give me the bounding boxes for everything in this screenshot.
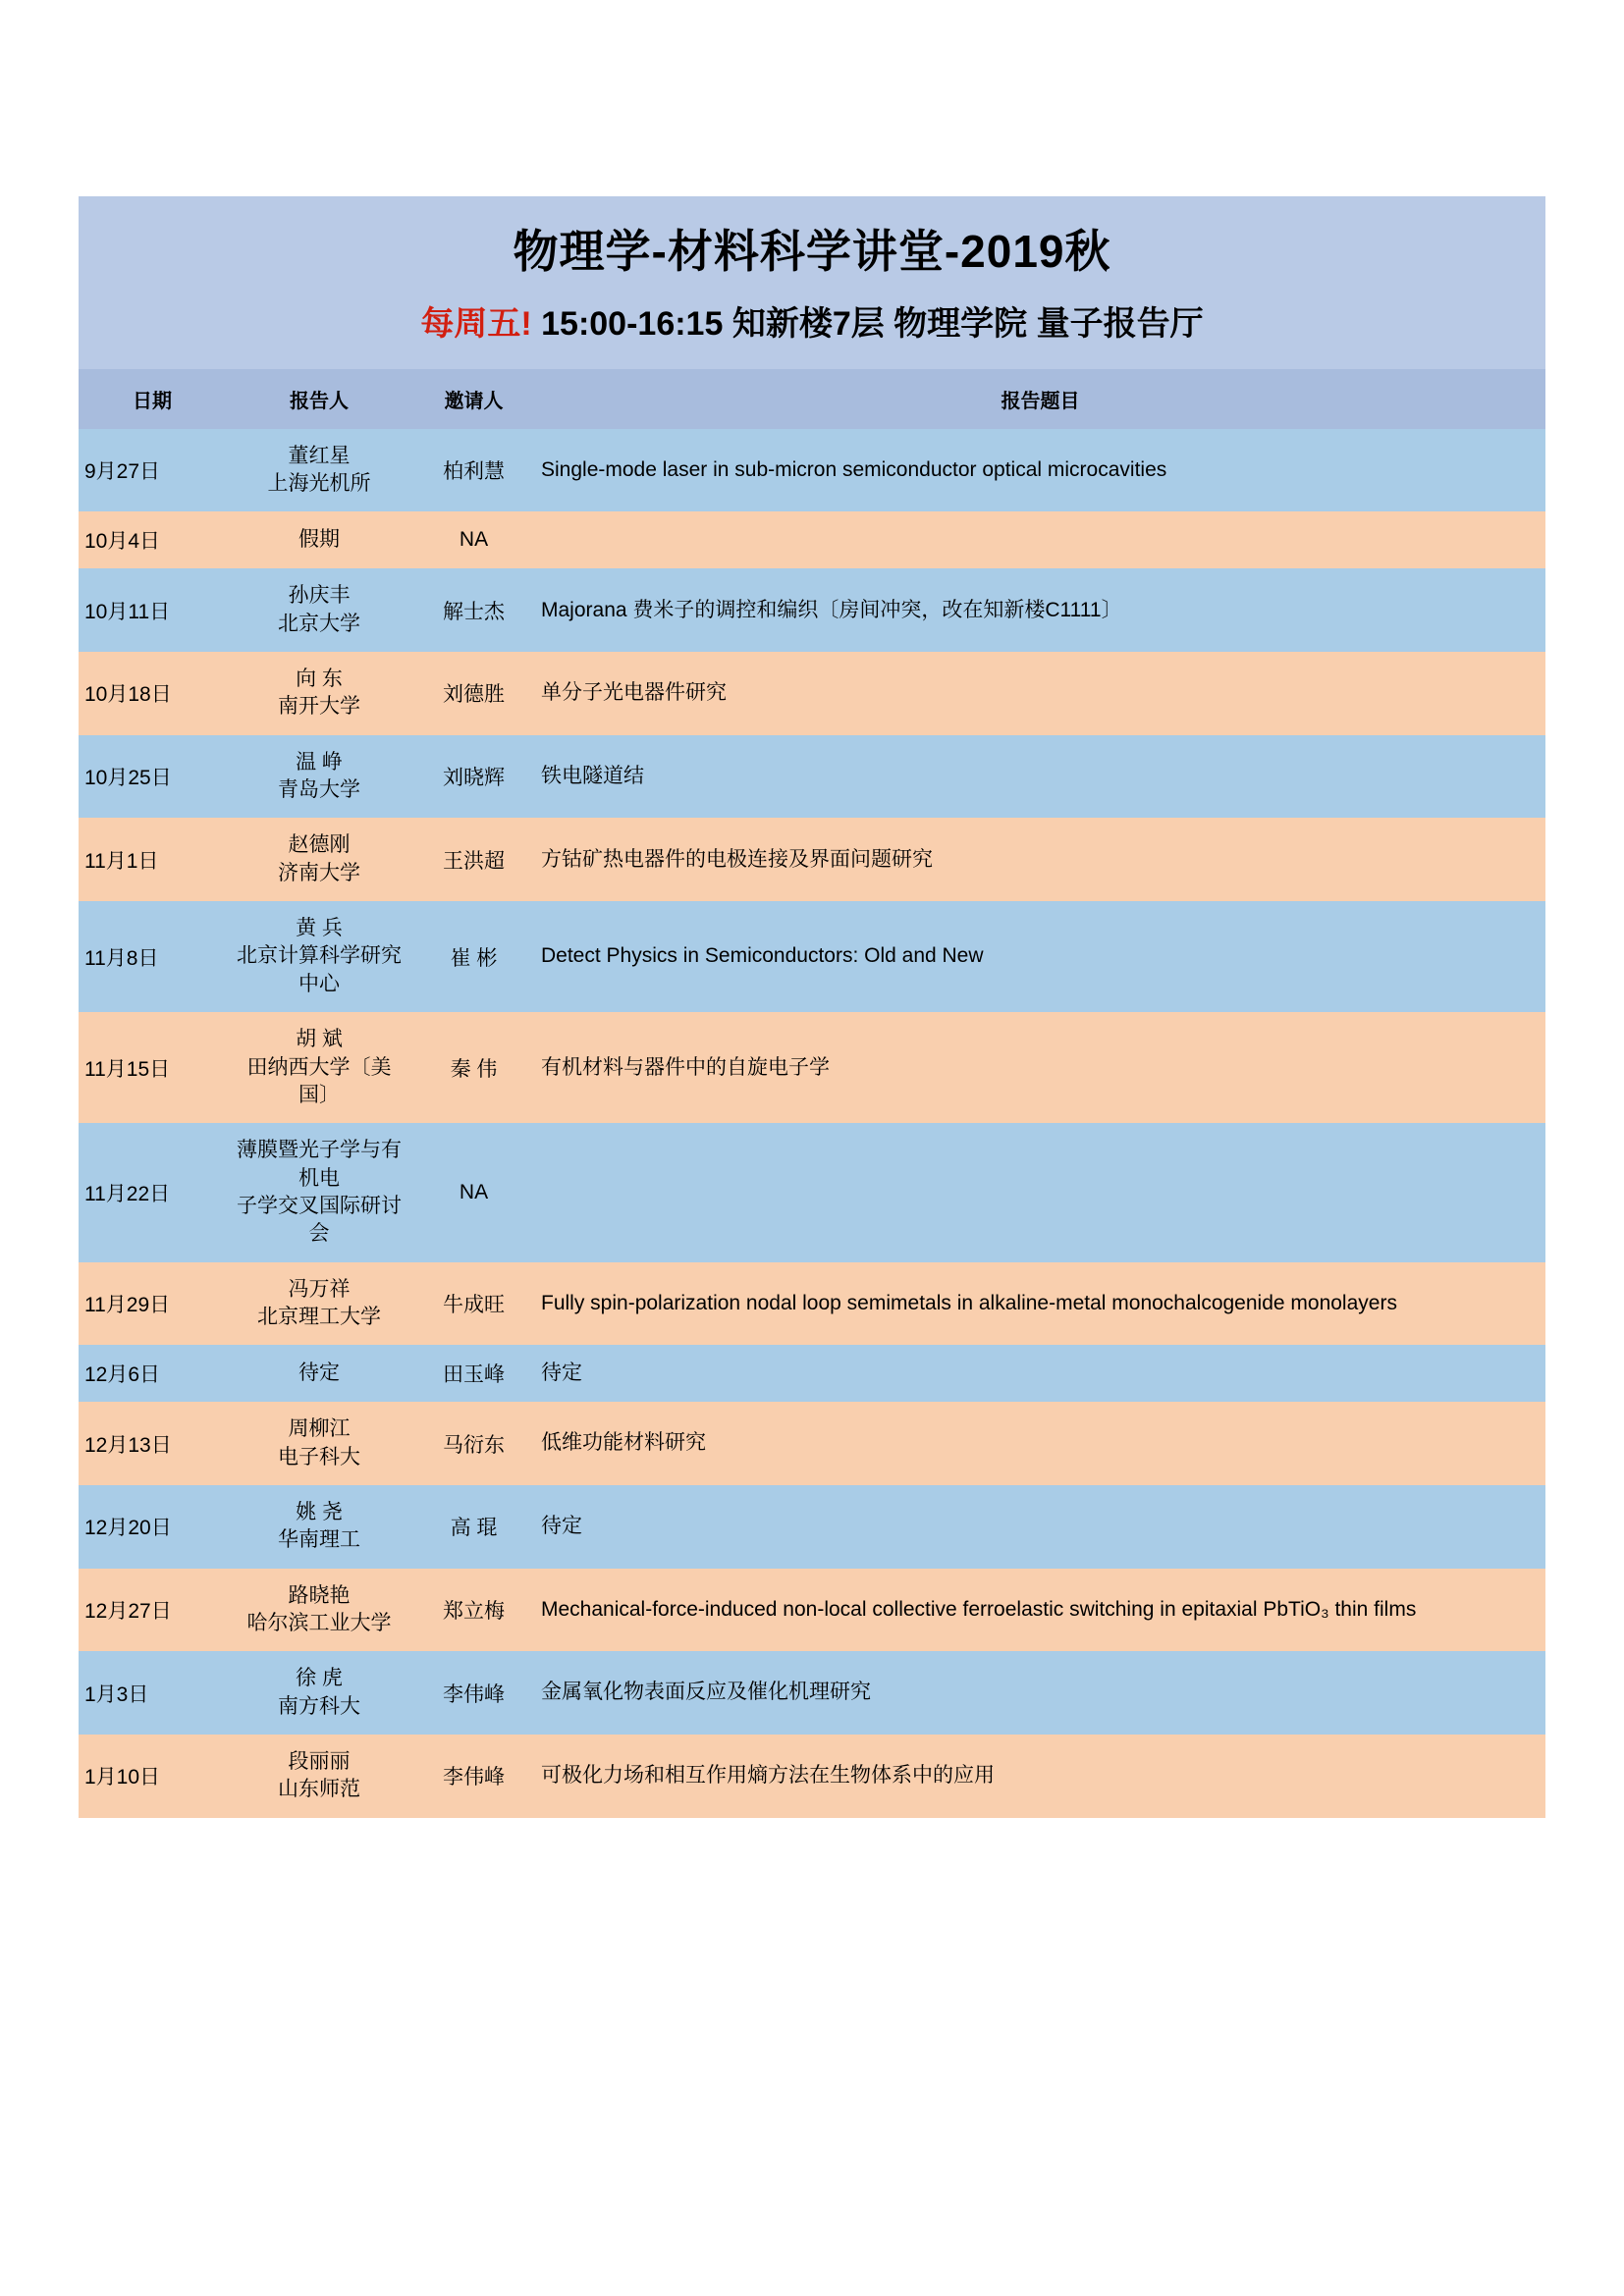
cell-talk-title: 低维功能材料研究 bbox=[535, 1402, 1545, 1485]
speaker-name: 向 东 bbox=[296, 667, 343, 691]
speaker-name: 路晓艳 bbox=[288, 1583, 351, 1607]
cell-speaker bbox=[226, 1345, 412, 1402]
cell-date: 12月6日 bbox=[79, 1345, 226, 1402]
speaker-name: 待定 bbox=[298, 1362, 340, 1385]
column-header-date: 日期 bbox=[79, 369, 226, 429]
table-row bbox=[79, 1485, 1545, 1569]
speaker-name: 赵德刚 bbox=[288, 833, 351, 857]
cell-talk-title: 金属氧化物表面反应及催化机理研究 bbox=[535, 1651, 1545, 1735]
speaker-name: 胡 斌 bbox=[296, 1028, 343, 1051]
column-header-speaker: 报告人 bbox=[226, 369, 412, 429]
cell-talk-title: Single-mode laser in sub-micron semiconductor optical microcavities bbox=[535, 429, 1545, 512]
speaker-affiliation: 北京计算科学研究中心 bbox=[237, 944, 402, 995]
table-row bbox=[79, 652, 1545, 735]
cell-talk-title bbox=[535, 1123, 1545, 1261]
cell-speaker bbox=[226, 1402, 412, 1485]
cell-inviter: 牛成旺 bbox=[412, 1262, 535, 1346]
cell-date: 12月27日 bbox=[79, 1569, 226, 1652]
cell-inviter: 刘晓辉 bbox=[412, 735, 535, 819]
table-row bbox=[79, 1345, 1545, 1402]
schedule-subtitle bbox=[79, 302, 1545, 346]
cell-talk-title: 有机材料与器件中的自旋电子学 bbox=[535, 1012, 1545, 1123]
cell-speaker bbox=[226, 511, 412, 568]
table-header bbox=[79, 369, 1545, 429]
cell-inviter: 崔 彬 bbox=[412, 901, 535, 1012]
cell-date: 10月4日 bbox=[79, 511, 226, 568]
speaker-name: 薄膜暨光子学与有机电 bbox=[237, 1139, 402, 1190]
schedule-poster bbox=[79, 196, 1545, 1818]
table-row bbox=[79, 1123, 1545, 1261]
speaker-affiliation: 子学交叉国际研讨会 bbox=[237, 1194, 402, 1246]
speaker-affiliation: 山东师范 bbox=[278, 1778, 360, 1801]
column-header-title: 报告题目 bbox=[535, 369, 1545, 429]
cell-talk-title: 可极化力场和相互作用熵方法在生物体系中的应用 bbox=[535, 1735, 1545, 1818]
cell-speaker bbox=[226, 429, 412, 512]
cell-date: 10月11日 bbox=[79, 568, 226, 652]
table-row bbox=[79, 1569, 1545, 1652]
cell-inviter: 刘德胜 bbox=[412, 652, 535, 735]
cell-inviter: 柏利慧 bbox=[412, 429, 535, 512]
cell-talk-title: Detect Physics in Semiconductors: Old and New bbox=[535, 901, 1545, 1012]
speaker-affiliation: 南开大学 bbox=[278, 695, 360, 719]
cell-date: 11月1日 bbox=[79, 818, 226, 901]
cell-speaker bbox=[226, 1123, 412, 1261]
table-row bbox=[79, 735, 1545, 819]
cell-date: 12月13日 bbox=[79, 1402, 226, 1485]
cell-speaker bbox=[226, 1569, 412, 1652]
speaker-name: 周柳江 bbox=[288, 1417, 351, 1441]
cell-talk-title bbox=[535, 511, 1545, 568]
cell-inviter: 王洪超 bbox=[412, 818, 535, 901]
cell-talk-title: 铁电隧道结 bbox=[535, 735, 1545, 819]
cell-date: 1月3日 bbox=[79, 1651, 226, 1735]
cell-date: 11月29日 bbox=[79, 1262, 226, 1346]
cell-inviter: 高 琨 bbox=[412, 1485, 535, 1569]
poster-header bbox=[79, 196, 1545, 369]
weekly-highlight: 每周五! bbox=[420, 304, 532, 343]
cell-date: 9月27日 bbox=[79, 429, 226, 512]
cell-inviter: 解士杰 bbox=[412, 568, 535, 652]
page-title: 物理学-材料科学讲堂-2019秋 bbox=[513, 226, 1111, 277]
table-row bbox=[79, 901, 1545, 1012]
table-row bbox=[79, 1735, 1545, 1818]
schedule-details: 15:00-16:15 知新楼7层 物理学院 量子报告厅 bbox=[531, 304, 1204, 343]
speaker-name: 徐 虎 bbox=[296, 1667, 343, 1690]
cell-talk-title: 待定 bbox=[535, 1345, 1545, 1402]
cell-inviter: 李伟峰 bbox=[412, 1651, 535, 1735]
speaker-name: 温 峥 bbox=[296, 750, 343, 774]
cell-speaker bbox=[226, 568, 412, 652]
speaker-affiliation: 哈尔滨工业大学 bbox=[246, 1611, 392, 1634]
table-row bbox=[79, 511, 1545, 568]
speaker-name: 姚 尧 bbox=[296, 1500, 343, 1523]
cell-date: 12月20日 bbox=[79, 1485, 226, 1569]
cell-speaker bbox=[226, 735, 412, 819]
cell-talk-title: 待定 bbox=[535, 1485, 1545, 1569]
cell-talk-title: 单分子光电器件研究 bbox=[535, 652, 1545, 735]
cell-speaker bbox=[226, 1262, 412, 1346]
cell-inviter: 李伟峰 bbox=[412, 1735, 535, 1818]
cell-speaker bbox=[226, 901, 412, 1012]
table-row bbox=[79, 1402, 1545, 1485]
speaker-name: 黄 兵 bbox=[296, 917, 343, 940]
column-header-inviter: 邀请人 bbox=[412, 369, 535, 429]
speaker-affiliation: 济南大学 bbox=[278, 861, 360, 884]
table-body bbox=[79, 429, 1545, 1818]
cell-date: 11月8日 bbox=[79, 901, 226, 1012]
speaker-name: 假期 bbox=[298, 528, 340, 552]
cell-date: 11月15日 bbox=[79, 1012, 226, 1123]
speaker-affiliation: 南方科大 bbox=[278, 1694, 360, 1718]
speaker-name: 段丽丽 bbox=[288, 1750, 351, 1773]
cell-speaker bbox=[226, 652, 412, 735]
table-row bbox=[79, 1262, 1545, 1346]
table-row bbox=[79, 818, 1545, 901]
speaker-affiliation: 田纳西大学〔美国〕 bbox=[246, 1055, 392, 1106]
cell-date: 11月22日 bbox=[79, 1123, 226, 1261]
cell-speaker bbox=[226, 1651, 412, 1735]
speaker-name: 冯万祥 bbox=[288, 1277, 351, 1301]
speaker-affiliation: 北京理工大学 bbox=[257, 1305, 381, 1328]
table-row bbox=[79, 568, 1545, 652]
speaker-name: 董红星 bbox=[288, 444, 351, 467]
speaker-affiliation: 电子科大 bbox=[278, 1445, 360, 1468]
speaker-affiliation: 青岛大学 bbox=[278, 778, 360, 802]
cell-inviter: 马衍东 bbox=[412, 1402, 535, 1485]
speaker-name: 孙庆丰 bbox=[288, 584, 351, 608]
table-row bbox=[79, 1651, 1545, 1735]
cell-inviter: 秦 伟 bbox=[412, 1012, 535, 1123]
cell-talk-title: Fully spin-polarization nodal loop semimetals in alkaline-metal monochalcogenide monolayers bbox=[535, 1262, 1545, 1346]
cell-talk-title: 方钴矿热电器件的电极连接及界面问题研究 bbox=[535, 818, 1545, 901]
cell-speaker bbox=[226, 818, 412, 901]
cell-speaker bbox=[226, 1485, 412, 1569]
cell-date: 1月10日 bbox=[79, 1735, 226, 1818]
cell-speaker bbox=[226, 1735, 412, 1818]
cell-date: 10月25日 bbox=[79, 735, 226, 819]
cell-inviter: NA bbox=[412, 1123, 535, 1261]
table-row bbox=[79, 429, 1545, 512]
speaker-affiliation: 华南理工 bbox=[278, 1528, 360, 1552]
speaker-affiliation: 上海光机所 bbox=[267, 472, 371, 496]
cell-inviter: NA bbox=[412, 511, 535, 568]
cell-talk-title: Majorana 费米子的调控和编织〔房间冲突，改在知新楼C1111〕 bbox=[535, 568, 1545, 652]
speaker-affiliation: 北京大学 bbox=[278, 612, 360, 635]
schedule-table bbox=[79, 369, 1545, 1818]
cell-date: 10月18日 bbox=[79, 652, 226, 735]
cell-speaker bbox=[226, 1012, 412, 1123]
cell-inviter: 郑立梅 bbox=[412, 1569, 535, 1652]
cell-inviter: 田玉峰 bbox=[412, 1345, 535, 1402]
cell-talk-title: Mechanical-force-induced non-local collective ferroelastic switching in epitaxial PbTiO₃ thin films bbox=[535, 1569, 1545, 1652]
table-header-row bbox=[79, 369, 1545, 429]
table-row bbox=[79, 1012, 1545, 1123]
